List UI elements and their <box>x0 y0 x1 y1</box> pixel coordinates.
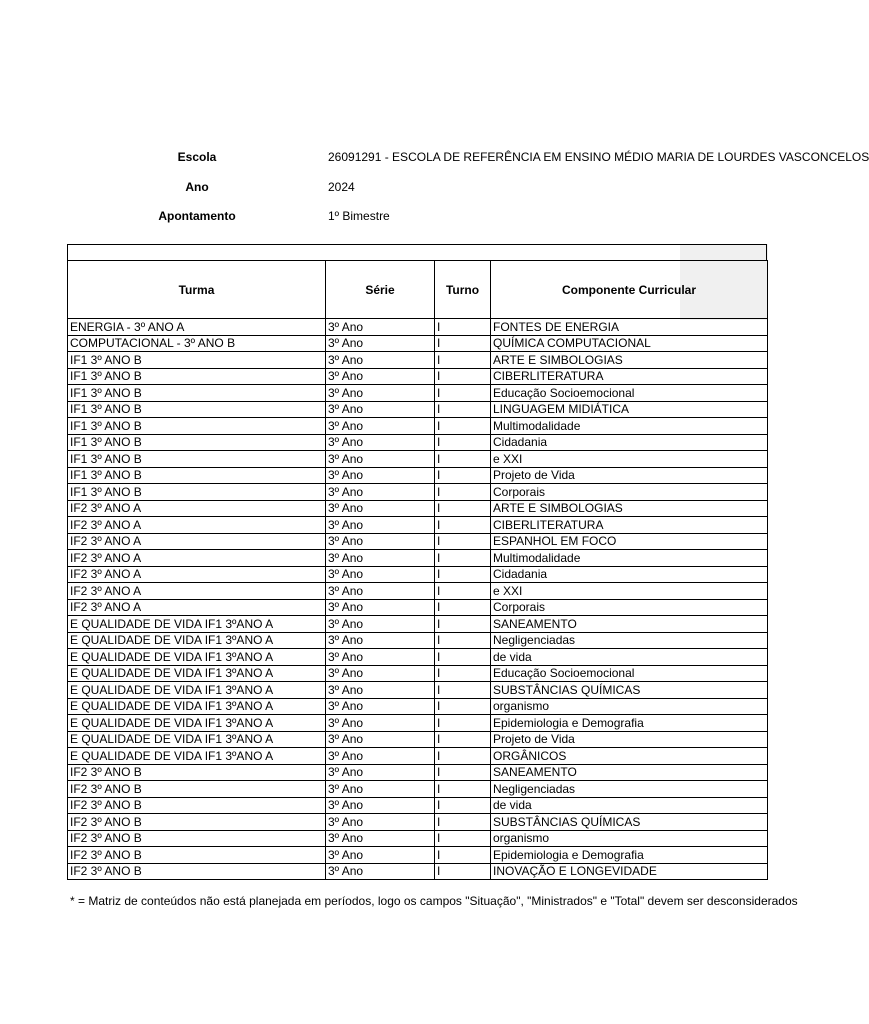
serie-cell: 3º Ano <box>326 517 435 534</box>
table-row <box>68 748 768 765</box>
componente-cell: Projeto de Vida <box>491 731 768 748</box>
turno-cell: I <box>435 451 491 468</box>
turma-cell: E QUALIDADE DE VIDA IF1 3ºANO A <box>68 748 326 765</box>
componente-cell: e XXI <box>491 583 768 600</box>
table-row <box>68 863 768 880</box>
componente-cell: organismo <box>491 830 768 847</box>
turma-cell: IF2 3º ANO B <box>68 814 326 831</box>
turma-cell: IF2 3º ANO B <box>68 781 326 798</box>
turno-cell: I <box>435 698 491 715</box>
componente-cell: SUBSTÂNCIAS QUÍMICAS <box>491 814 768 831</box>
turno-cell: I <box>435 764 491 781</box>
componente-cell: ORGÂNICOS <box>491 748 768 765</box>
componente-cell: de vida <box>491 649 768 666</box>
turma-cell: IF2 3º ANO B <box>68 863 326 880</box>
turma-cell: E QUALIDADE DE VIDA IF1 3ºANO A <box>68 649 326 666</box>
year-value: 2024 <box>328 180 355 194</box>
componente-cell: Negligenciadas <box>491 632 768 649</box>
table-row <box>68 616 768 633</box>
turma-cell: IF1 3º ANO B <box>68 451 326 468</box>
serie-cell: 3º Ano <box>326 484 435 501</box>
componente-cell: Multimodalidade <box>491 418 768 435</box>
turno-cell: I <box>435 484 491 501</box>
column-header-turma: Turma <box>68 261 326 319</box>
serie-cell: 3º Ano <box>326 401 435 418</box>
turno-cell: I <box>435 797 491 814</box>
turma-cell: IF1 3º ANO B <box>68 418 326 435</box>
turma-cell: E QUALIDADE DE VIDA IF1 3ºANO A <box>68 715 326 732</box>
componente-cell: Projeto de Vida <box>491 467 768 484</box>
turno-cell: I <box>435 319 491 336</box>
table-row <box>68 797 768 814</box>
serie-cell: 3º Ano <box>326 797 435 814</box>
table-row <box>68 764 768 781</box>
turno-cell: I <box>435 649 491 666</box>
componente-cell: FONTES DE ENERGIA <box>491 319 768 336</box>
turno-cell: I <box>435 748 491 765</box>
turma-cell: IF1 3º ANO B <box>68 352 326 369</box>
serie-cell: 3º Ano <box>326 764 435 781</box>
turma-cell: IF1 3º ANO B <box>68 484 326 501</box>
serie-cell: 3º Ano <box>326 682 435 699</box>
serie-cell: 3º Ano <box>326 665 435 682</box>
table-row <box>68 566 768 583</box>
table-row <box>68 335 768 352</box>
turma-cell: E QUALIDADE DE VIDA IF1 3ºANO A <box>68 616 326 633</box>
serie-cell: 3º Ano <box>326 599 435 616</box>
turma-cell: IF1 3º ANO B <box>68 467 326 484</box>
footnote: * = Matriz de conteúdos não está planejada em períodos, logo os campos "Situação", "Ministrados" e "Total" devem ser desconsiderados <box>70 894 798 908</box>
table-row <box>68 467 768 484</box>
turno-cell: I <box>435 418 491 435</box>
serie-cell: 3º Ano <box>326 616 435 633</box>
table-row <box>68 682 768 699</box>
turma-cell: IF2 3º ANO A <box>68 599 326 616</box>
serie-cell: 3º Ano <box>326 847 435 864</box>
table-row <box>68 781 768 798</box>
turno-cell: I <box>435 863 491 880</box>
table-header-row <box>68 261 768 319</box>
period-value: 1º Bimestre <box>328 209 390 223</box>
componente-cell: Educação Socioemocional <box>491 385 768 402</box>
turma-cell: IF1 3º ANO B <box>68 434 326 451</box>
turma-cell: ENERGIA - 3º ANO A <box>68 319 326 336</box>
componente-cell: INOVAÇÃO E LONGEVIDADE <box>491 863 768 880</box>
turma-cell: IF2 3º ANO A <box>68 533 326 550</box>
serie-cell: 3º Ano <box>326 451 435 468</box>
turno-cell: I <box>435 533 491 550</box>
componente-cell: ARTE E SIMBOLOGIAS <box>491 500 768 517</box>
turma-cell: E QUALIDADE DE VIDA IF1 3ºANO A <box>68 665 326 682</box>
table-body <box>68 319 768 880</box>
column-header-serie: Série <box>326 261 435 319</box>
turma-cell: IF2 3º ANO A <box>68 500 326 517</box>
table-row <box>68 847 768 864</box>
serie-cell: 3º Ano <box>326 500 435 517</box>
table-row <box>68 533 768 550</box>
serie-cell: 3º Ano <box>326 781 435 798</box>
column-header-componente: Componente Curricular <box>491 261 768 319</box>
turma-cell: IF2 3º ANO B <box>68 830 326 847</box>
turno-cell: I <box>435 467 491 484</box>
serie-cell: 3º Ano <box>326 385 435 402</box>
table-row <box>68 649 768 666</box>
componente-cell: LINGUAGEM MIDIÁTICA <box>491 401 768 418</box>
componente-cell: SUBSTÂNCIAS QUÍMICAS <box>491 682 768 699</box>
table-row <box>68 583 768 600</box>
turno-cell: I <box>435 632 491 649</box>
serie-cell: 3º Ano <box>326 352 435 369</box>
turno-cell: I <box>435 434 491 451</box>
table-row <box>68 451 768 468</box>
turno-cell: I <box>435 500 491 517</box>
componente-cell: Corporais <box>491 484 768 501</box>
table-row <box>68 418 768 435</box>
serie-cell: 3º Ano <box>326 649 435 666</box>
turno-cell: I <box>435 665 491 682</box>
turno-cell: I <box>435 517 491 534</box>
turma-cell: COMPUTACIONAL - 3º ANO B <box>68 335 326 352</box>
turno-cell: I <box>435 814 491 831</box>
serie-cell: 3º Ano <box>326 632 435 649</box>
componente-cell: Epidemiologia e Demografia <box>491 715 768 732</box>
table-row <box>68 385 768 402</box>
table-row <box>68 517 768 534</box>
turno-cell: I <box>435 352 491 369</box>
table-row <box>68 550 768 567</box>
turma-cell: IF2 3º ANO B <box>68 797 326 814</box>
year-label: Ano <box>185 180 209 194</box>
school-label: Escola <box>177 150 217 164</box>
serie-cell: 3º Ano <box>326 731 435 748</box>
serie-cell: 3º Ano <box>326 550 435 567</box>
table-row <box>68 814 768 831</box>
table-row <box>68 352 768 369</box>
componente-cell: Educação Socioemocional <box>491 665 768 682</box>
serie-cell: 3º Ano <box>326 830 435 847</box>
componente-cell: QUÍMICA COMPUTACIONAL <box>491 335 768 352</box>
turma-cell: IF2 3º ANO A <box>68 566 326 583</box>
turno-cell: I <box>435 715 491 732</box>
turma-cell: IF2 3º ANO A <box>68 517 326 534</box>
table-row <box>68 319 768 336</box>
serie-cell: 3º Ano <box>326 566 435 583</box>
turma-cell: IF2 3º ANO B <box>68 764 326 781</box>
turno-cell: I <box>435 599 491 616</box>
turno-cell: I <box>435 731 491 748</box>
turno-cell: I <box>435 566 491 583</box>
serie-cell: 3º Ano <box>326 418 435 435</box>
turma-cell: E QUALIDADE DE VIDA IF1 3ºANO A <box>68 682 326 699</box>
componente-cell: Corporais <box>491 599 768 616</box>
serie-cell: 3º Ano <box>326 698 435 715</box>
componente-cell: ESPANHOL EM FOCO <box>491 533 768 550</box>
turno-cell: I <box>435 335 491 352</box>
componente-cell: SANEAMENTO <box>491 764 768 781</box>
componente-cell: ARTE E SIMBOLOGIAS <box>491 352 768 369</box>
table-row <box>68 484 768 501</box>
componente-cell: Cidadania <box>491 566 768 583</box>
componente-cell: de vida <box>491 797 768 814</box>
componente-cell: organismo <box>491 698 768 715</box>
serie-cell: 3º Ano <box>326 583 435 600</box>
table-row <box>68 665 768 682</box>
serie-cell: 3º Ano <box>326 533 435 550</box>
table-row <box>68 632 768 649</box>
table-row <box>68 599 768 616</box>
turno-cell: I <box>435 401 491 418</box>
turno-cell: I <box>435 550 491 567</box>
serie-cell: 3º Ano <box>326 368 435 385</box>
turno-cell: I <box>435 830 491 847</box>
table-row <box>68 830 768 847</box>
turno-cell: I <box>435 616 491 633</box>
serie-cell: 3º Ano <box>326 748 435 765</box>
componente-cell: Multimodalidade <box>491 550 768 567</box>
turma-cell: E QUALIDADE DE VIDA IF1 3ºANO A <box>68 632 326 649</box>
turma-cell: IF1 3º ANO B <box>68 368 326 385</box>
turno-cell: I <box>435 385 491 402</box>
school-value: 26091291 - ESCOLA DE REFERÊNCIA EM ENSINO MÉDIO MARIA DE LOURDES VASCONCELOS <box>328 150 869 164</box>
componente-cell: CIBERLITERATURA <box>491 517 768 534</box>
turno-cell: I <box>435 847 491 864</box>
serie-cell: 3º Ano <box>326 434 435 451</box>
table-row <box>68 434 768 451</box>
serie-cell: 3º Ano <box>326 715 435 732</box>
serie-cell: 3º Ano <box>326 814 435 831</box>
table-row <box>68 731 768 748</box>
table-banner <box>67 244 767 260</box>
turma-cell: IF1 3º ANO B <box>68 385 326 402</box>
componente-cell: Epidemiologia e Demografia <box>491 847 768 864</box>
componente-cell: CIBERLITERATURA <box>491 368 768 385</box>
table-row <box>68 368 768 385</box>
componente-cell: e XXI <box>491 451 768 468</box>
curriculum-table <box>67 260 768 880</box>
serie-cell: 3º Ano <box>326 467 435 484</box>
turma-cell: IF1 3º ANO B <box>68 401 326 418</box>
turma-cell: IF2 3º ANO A <box>68 550 326 567</box>
turno-cell: I <box>435 583 491 600</box>
column-header-turno: Turno <box>435 261 491 319</box>
componente-cell: Negligenciadas <box>491 781 768 798</box>
turma-cell: IF2 3º ANO A <box>68 583 326 600</box>
turma-cell: IF2 3º ANO B <box>68 847 326 864</box>
turno-cell: I <box>435 368 491 385</box>
table-row <box>68 500 768 517</box>
table-row <box>68 401 768 418</box>
serie-cell: 3º Ano <box>326 863 435 880</box>
componente-cell: SANEAMENTO <box>491 616 768 633</box>
turma-cell: E QUALIDADE DE VIDA IF1 3ºANO A <box>68 731 326 748</box>
turno-cell: I <box>435 682 491 699</box>
serie-cell: 3º Ano <box>326 319 435 336</box>
table-row <box>68 698 768 715</box>
turno-cell: I <box>435 781 491 798</box>
serie-cell: 3º Ano <box>326 335 435 352</box>
turma-cell: E QUALIDADE DE VIDA IF1 3ºANO A <box>68 698 326 715</box>
componente-cell: Cidadania <box>491 434 768 451</box>
table-row <box>68 715 768 732</box>
period-label: Apontamento <box>158 209 236 223</box>
